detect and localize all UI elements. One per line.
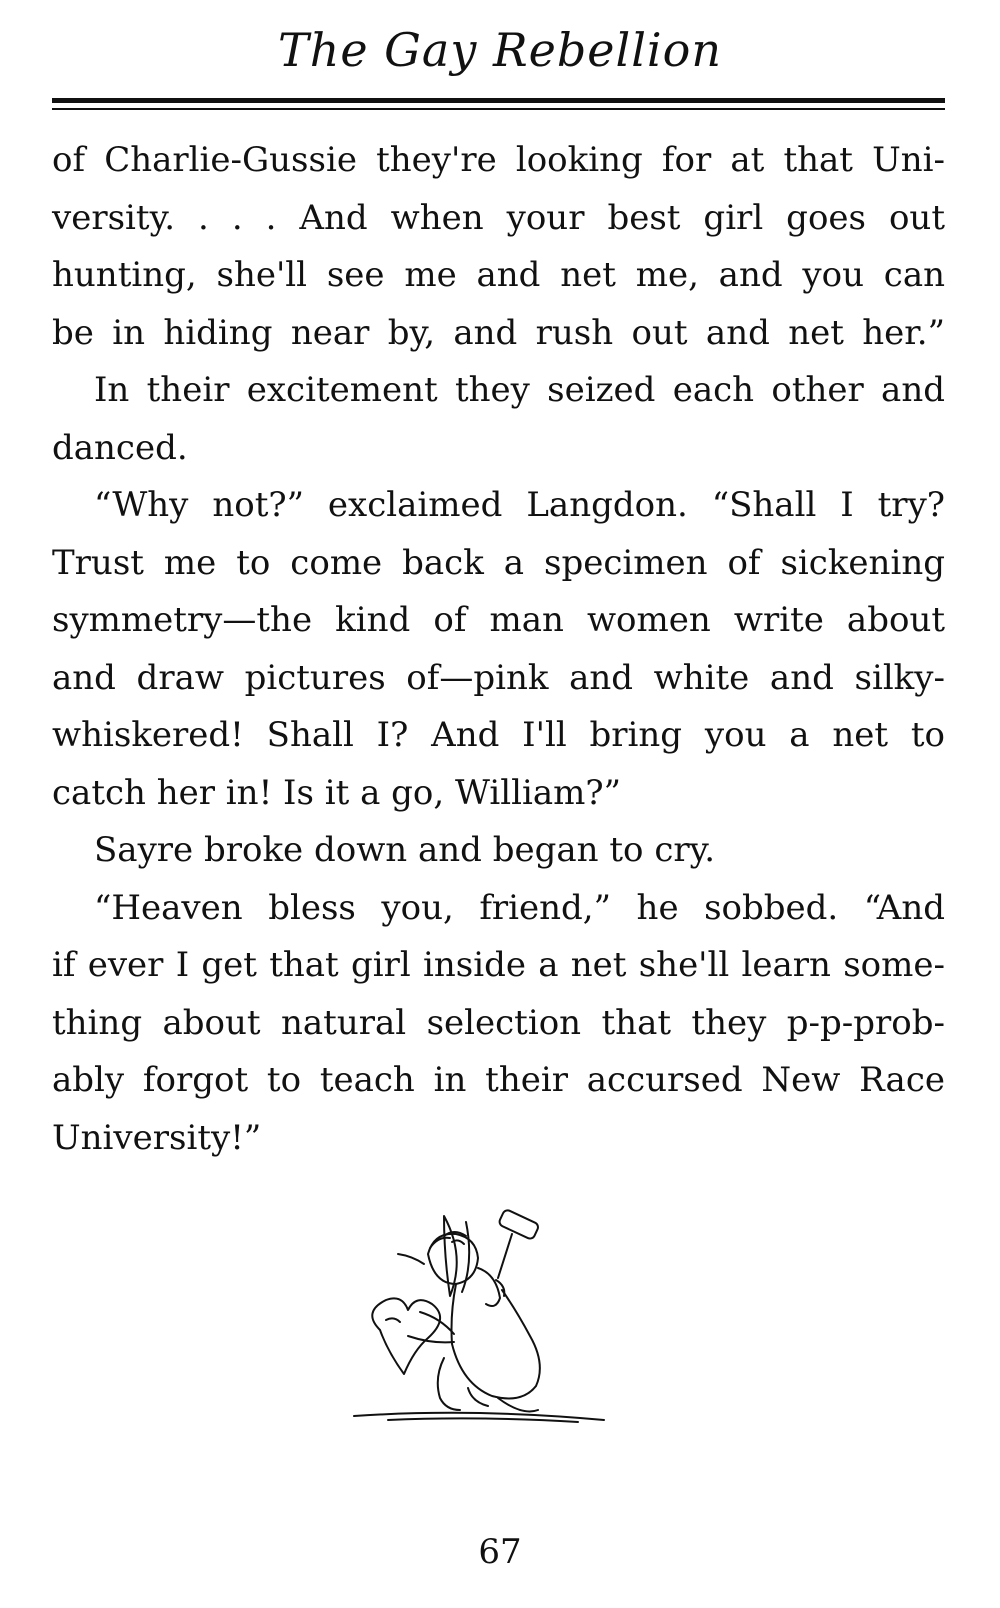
text-line: be in hiding near by, and rush out and net her.” bbox=[52, 312, 945, 353]
text-line: if ever I get that girl inside a net she'll learn some- bbox=[52, 945, 945, 985]
text-line: and draw pictures of—pink and white and silky- bbox=[52, 657, 945, 698]
text-line: symmetry—the kind of man women write about bbox=[52, 600, 945, 640]
header-rule-thick bbox=[52, 98, 945, 103]
text-line: thing about natural selection that they p-p-prob- bbox=[52, 1002, 945, 1043]
text-line: versity. . . . And when your best girl goes out bbox=[52, 197, 945, 238]
body-text bbox=[52, 132, 945, 1167]
text-line: In their excitement they seized each other and bbox=[94, 370, 945, 410]
text-line: Trust me to come back a specimen of sickening bbox=[52, 542, 945, 583]
text-line: “Why not?” exclaimed Langdon. “Shall I try? bbox=[94, 485, 945, 525]
text-line: of Charlie-Gussie they're looking for at that Uni- bbox=[52, 140, 945, 180]
text-line: ably forgot to teach in their accursed New Race bbox=[52, 1060, 945, 1100]
text-line: “Heaven bless you, friend,” he sobbed. “And bbox=[94, 887, 945, 928]
page-number: 67 bbox=[478, 1532, 522, 1572]
text-line: University!” bbox=[52, 1117, 262, 1158]
text-line: hunting, she'll see me and net me, and you can bbox=[52, 255, 945, 295]
cupid-illustration bbox=[348, 1208, 614, 1484]
text-line: danced. bbox=[52, 427, 188, 468]
running-head-title: The Gay Rebellion bbox=[278, 23, 722, 77]
text-line: catch her in! Is it a go, William?” bbox=[52, 772, 621, 813]
text-line: Sayre broke down and began to cry. bbox=[94, 830, 716, 870]
header-rule-thin bbox=[52, 108, 945, 110]
text-line: whiskered! Shall I? And I'll bring you a net to bbox=[52, 715, 945, 755]
